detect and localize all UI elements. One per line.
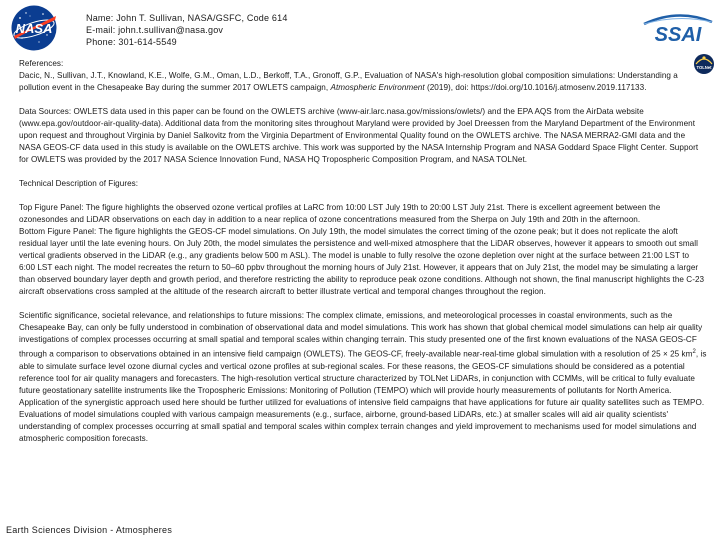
- bottom-panel-description: Bottom Figure Panel: The figure highlights the GEOS-CF model simulations. On July 19th, the model simulates the correct timing of the ozone peak; but it does not replicate the aloft residual layer until the late evening hours. On July 20th, the model simulates the persistence and well-mixed atmosphere that the LiDAR observes, however it appears to smooth out small vertical gradients observed in the LiDAR (e.g., any gradients below 500 m ASL). The model is unable to fully resolve the ozone depletion over night at the surface between 21:00 LST to 6:00 LST each night. The model recreates the return to 50–60 ppbv throughout the morning hours of July 21st. However, it appears that on July 21st, the model may be simulating a larger than observed boundary layer depth and growth period, and therefore restricting the ability to reproduce peak ozone conditions. Although not shown, the final manuscript highlights the C-23 aircraft observations cross sampled at the altitude of the research aircraft to better illustrate vertical and temporal changes throughout the region.: [19, 227, 705, 296]
- footer-division: Earth Sciences Division - Atmospheres: [6, 525, 173, 535]
- contact-email: E-mail: john.t.sullivan@nasa.gov: [86, 25, 224, 35]
- contact-block: [86, 12, 506, 48]
- citation-doi: (2019), doi: https://doi.org/10.1016/j.atmosenv.2019.117133.: [426, 83, 647, 92]
- svg-text:SSAI: SSAI: [654, 24, 702, 46]
- significance-text: Scientific significance, societal relevance, and relationships to future missions: The complex climate, emissions, and meteorological processes in coastal environments, such as the Chesapeake Bay, can only be fully understood in combination of observational data and model simulations. This work has shown that global chemical model simulations can help air quality investigations of complex processes occurring at small spatial and temporal scales within changing terrain. This study presented one of the first known evaluations of the NASA GEOS-CF through a comparison to observations obtained in an intensive field campaign (OWLETS). The GEOS-CF, freely-available near-real-time global simulation with a resolution of 25 × 25 km: [19, 311, 703, 359]
- technical-description-heading: Technical Description of Figures:: [19, 179, 139, 188]
- svg-text:TOLNet: TOLNet: [696, 65, 712, 70]
- significance-paragraph: [19, 310, 707, 445]
- top-panel-description: Top Figure Panel: The figure highlights the observed ozone vertical profiles at LaRC from 10:00 LST July 19th to 20:00 LST July 21st. There is excellent agreement between the ozonesondes and LiDAR observations on each day in addition to a near replica of ozone concentrations measured from the Sherpa on July 19th and 20th in the afternoon.: [19, 203, 661, 224]
- superscript-two: 2: [692, 349, 696, 355]
- references-heading: References:: [19, 59, 64, 68]
- references-citation: [19, 70, 707, 94]
- nasa-logo: [6, 4, 62, 52]
- contact-phone: Phone: 301-614-5549: [86, 37, 177, 47]
- contact-name: Name: John T. Sullivan, NASA/GSFC, Code 614: [86, 13, 288, 23]
- journal-name: Atmospheric Environment: [330, 83, 425, 92]
- citation-text: Dacic, N., Sullivan, J.T., Knowland, K.E., Wolfe, G.M., Oman, L.D., Berkoff, T.A., Gronoff, G.P., Evaluation of NASA's high-resolution global composition simulations: Understanding a pollution event in the Chesapeake Bay during the summer 2017 OWLETS campaign,: [19, 71, 678, 92]
- data-sources-paragraph: Data Sources: OWLETS data used in this paper can be found on the OWLETS archive (www-air.larc.nasa.gov/missions/owlets/) and the EPA AQS from the AirData website (www.epa.gov/outdoor-air-quality-data). Additional data from the monitoring sites throughout Maryland were provided by Joel Dreessen from the Maryland Department of the Environment upon request and throughout Virginia by Daniel Salkovitz from the Virginia Department of Environmental Quality found on the OWLETS archive. The NASA MERRA2-GMI data and the NASA GEOS-CF data used in this study is available on the OWLETS archive. This work was supported by the NASA Internship Program and NASA Goddard Space Flight Center. Support for OWLETS was provided by the 2017 NASA Science Innovation Fund, NASA HQ Tropospheric Composition Program, and NASA TOLNet.: [19, 107, 699, 164]
- document-body: [19, 58, 707, 445]
- svg-text:NASA: NASA: [15, 21, 53, 36]
- significance-text-continued: , is able to simulate surface level ozone diurnal cycles and vertical ozone profiles at sub-regional scales. For these reasons, the GEOS-CF simulations should be considered as a potential reference tool for air quality managers and forecasters. The high-resolution vertical structure characterized by TOLNet LiDARs, in conjunction with CCMMs, will be critical to fully evaluate future geostationary satellite instruments like the Tropospheric Emissions: Monitoring of Pollution (TEMPO) which will provide hourly measurements of pollutants for North America. Application of the synergistic approach used here should be further utilized for evaluations of intensive field campaigns that have applications for future air quality satellites such as TEMPO. Evaluations of model simulations coupled with various campaign measurements (e.g., surface, airborne, ground-based LiDARs, etc.) at smaller scales will aid air quality scientists' understanding of complex processes occurring at small spatial and temporal scales within complex terrain changes and yield improvement to mechanisms used for model simulations and atmospheric composition forecasts.: [19, 349, 707, 443]
